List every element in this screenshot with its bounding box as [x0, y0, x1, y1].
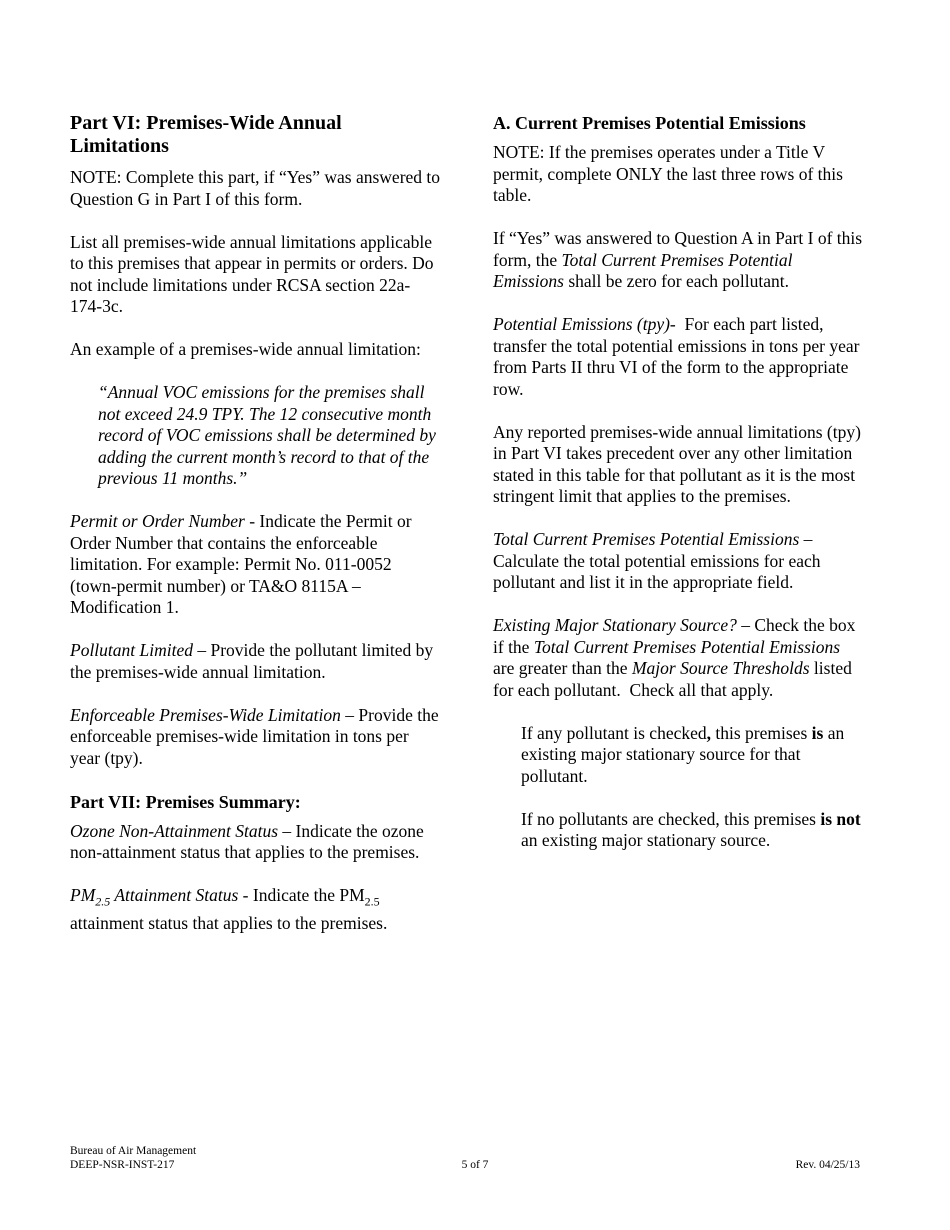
permit-number-paragraph [70, 511, 442, 619]
pm25-status-paragraph [70, 885, 442, 935]
footer-revision: Rev. 04/25/13 [795, 1159, 860, 1171]
major-source-text-c: listed for each pollutant. Check all that apply. [493, 658, 857, 700]
pm25-text-subscript: 2.5 [364, 894, 380, 909]
enforceable-limitation-text: – Provide the enforceable premises-wide limitation in tons per year (tpy). [70, 704, 439, 768]
precedent-paragraph: Any reported premises-wide annual limitations (tpy) in Part VI takes precedent over any other limitation stated in this table for that pollutant as it is the most stringent limit that applies to the premises. [493, 421, 861, 506]
pollutant-limited-text: – Provide the pollutant limited by the premises-wide annual limitation. [70, 640, 434, 682]
pm-subscript: 2.5 [95, 894, 111, 909]
major-source-term: Existing Major Stationary Source? [493, 615, 737, 635]
right-column [493, 112, 865, 873]
question-a-text-b: shall be zero for each pollutant. [563, 271, 789, 291]
no-pollutant-paragraph [521, 809, 865, 852]
potential-emissions-paragraph [493, 314, 865, 400]
major-source-term-3: Major Source Thresholds [631, 658, 810, 678]
checked-text-c: an existing major stationary source for that pollutant. [521, 722, 845, 786]
potential-emissions-term: Potential Emissions (tpy)- [493, 314, 676, 334]
checked-pollutant-paragraph [521, 723, 865, 788]
pollutant-limited-paragraph [70, 640, 442, 683]
no-pollutant-text-a: If no pollutants are checked, this premises [521, 808, 821, 829]
checked-text-a: If any pollutant is checked [521, 722, 707, 743]
permit-number-term: Permit or Order Number [70, 511, 245, 531]
no-pollutant-is-not: is not [820, 808, 861, 829]
section-a-heading: A. Current Premises Potential Emissions [493, 113, 806, 133]
permit-number-text: - Indicate the Permit or Order Number that contains the enforceable limitation. For example: Permit No. 011-0052 (town-permit number) or TA&O 8115A – Modification 1. [70, 511, 412, 617]
no-pollutant-text-b: an existing major stationary source. [521, 830, 771, 850]
example-intro: An example of a premises-wide annual limitation: [70, 339, 421, 359]
pm-term-rest: Attainment Status [110, 885, 239, 905]
example-quote: “Annual VOC emissions for the premises shall not exceed 24.9 TPY. The 12 consecutive month record of VOC emissions shall be determined by adding the current month’s record to that of the previous 11 months.” [98, 382, 436, 488]
pollutant-limited-term: Pollutant Limited [70, 640, 193, 660]
major-source-term-2: Total Current Premises Potential Emissions [533, 636, 841, 657]
major-source-text-a: – Check the box if the [493, 615, 856, 657]
potential-emissions-text: For each part listed, transfer the total potential emissions in tons per year from Parts II thru VI of the form to the appropriate row. [493, 314, 864, 399]
total-emissions-text: – Calculate the total potential emissions for each pollutant and list it in the appropriate field. [493, 529, 821, 592]
checked-is: is [811, 722, 824, 743]
left-column [70, 112, 442, 956]
section-a-note: NOTE: If the premises operates under a Title V permit, complete ONLY the last three rows of this table. [493, 142, 843, 205]
pm25-text-b: attainment status that applies to the premises. [70, 913, 388, 933]
part-vii-heading: Part VII: Premises Summary: [70, 791, 301, 812]
pm25-text-a: - Indicate the PM [238, 885, 365, 905]
part-vi-heading: Part VI: Premises-Wide Annual Limitations [70, 112, 342, 157]
footer-page-number: 5 of 7 [461, 1159, 489, 1171]
enforceable-limitation-term: Enforceable Premises-Wide Limitation [70, 704, 341, 725]
footer-org: Bureau of Air Management [70, 1145, 197, 1157]
ozone-status-term: Ozone Non-Attainment Status [70, 820, 279, 841]
total-emissions-term: Total Current Premises Potential Emissions [493, 529, 800, 549]
enforceable-limitation-paragraph [70, 705, 442, 770]
pm-label: PM [70, 885, 96, 905]
checked-comma: , [706, 722, 712, 743]
part-vi-note: NOTE: Complete this part, if “Yes” was answered to Question G in Part I of this form. [70, 167, 441, 209]
total-emissions-paragraph [493, 529, 865, 594]
major-source-text-b: are greater than the [493, 658, 632, 678]
ozone-status-paragraph [70, 821, 442, 864]
checked-text-b: this premises [711, 722, 812, 743]
pm25-status-term [70, 885, 239, 909]
ozone-status-text: – Indicate the ozone non-attainment status that applies to the premises. [70, 820, 424, 862]
part-vi-instructions: List all premises-wide annual limitations applicable to this premises that appear in permits or orders. Do not include limitations under RCSA section 22a-174-3c. [70, 231, 434, 316]
footer-doc-id: DEEP-NSR-INST-217 [70, 1159, 175, 1171]
question-a-text-a: If “Yes” was answered to Question A in Part I of this form, the [493, 228, 863, 270]
major-source-paragraph [493, 615, 865, 701]
question-a-paragraph [493, 228, 865, 293]
question-a-term: Total Current Premises Potential Emissions [493, 249, 793, 291]
